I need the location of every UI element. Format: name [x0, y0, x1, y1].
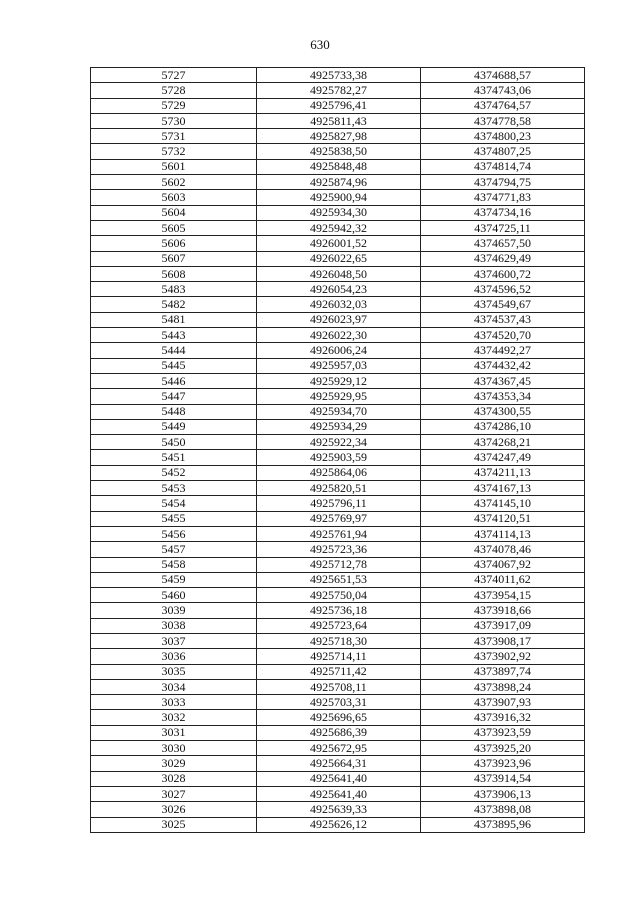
- x-coordinate-cell: 4925934,70: [257, 404, 421, 419]
- y-coordinate-cell: 4374778,58: [421, 113, 585, 128]
- x-coordinate-cell: 4925761,94: [257, 526, 421, 541]
- y-coordinate-cell: 4374657,50: [421, 236, 585, 251]
- point-number-cell: 5729: [91, 98, 257, 113]
- point-number-cell: 5454: [91, 496, 257, 511]
- y-coordinate-cell: 4373907,93: [421, 695, 585, 710]
- table-row: [91, 266, 585, 281]
- table-row: [91, 419, 585, 434]
- y-coordinate-cell: 4374814,74: [421, 159, 585, 174]
- y-coordinate-cell: 4373897,74: [421, 664, 585, 679]
- table-row: [91, 633, 585, 648]
- table-row: [91, 297, 585, 312]
- table-row: [91, 664, 585, 679]
- point-number-cell: 5448: [91, 404, 257, 419]
- x-coordinate-cell: 4925664,31: [257, 756, 421, 771]
- point-number-cell: 3038: [91, 618, 257, 633]
- y-coordinate-cell: 4374492,27: [421, 343, 585, 358]
- x-coordinate-cell: 4925934,29: [257, 419, 421, 434]
- point-number-cell: 5601: [91, 159, 257, 174]
- x-coordinate-cell: 4925903,59: [257, 450, 421, 465]
- point-number-cell: 5447: [91, 389, 257, 404]
- point-number-cell: 5732: [91, 144, 257, 159]
- table-row: [91, 542, 585, 557]
- point-number-cell: 5459: [91, 572, 257, 587]
- table-row: [91, 496, 585, 511]
- point-number-cell: 5604: [91, 205, 257, 220]
- x-coordinate-cell: 4925929,95: [257, 389, 421, 404]
- y-coordinate-cell: 4374596,52: [421, 282, 585, 297]
- y-coordinate-cell: 4374432,42: [421, 358, 585, 373]
- table-row: [91, 695, 585, 710]
- y-coordinate-cell: 4374167,13: [421, 481, 585, 496]
- x-coordinate-cell: 4926048,50: [257, 266, 421, 281]
- y-coordinate-cell: 4374520,70: [421, 328, 585, 343]
- point-number-cell: 5455: [91, 511, 257, 526]
- point-number-cell: 5458: [91, 557, 257, 572]
- x-coordinate-cell: 4925848,48: [257, 159, 421, 174]
- point-number-cell: 3025: [91, 817, 257, 832]
- table-row: [91, 710, 585, 725]
- table-row: [91, 557, 585, 572]
- x-coordinate-cell: 4925942,32: [257, 220, 421, 235]
- table-row: [91, 312, 585, 327]
- coordinates-table: [90, 67, 585, 833]
- point-number-cell: 3036: [91, 649, 257, 664]
- x-coordinate-cell: 4926006,24: [257, 343, 421, 358]
- coordinates-table-body: [91, 68, 585, 833]
- table-row: [91, 236, 585, 251]
- point-number-cell: 3032: [91, 710, 257, 725]
- y-coordinate-cell: 4373898,08: [421, 802, 585, 817]
- point-number-cell: 3026: [91, 802, 257, 817]
- table-row: [91, 343, 585, 358]
- table-row: [91, 802, 585, 817]
- point-number-cell: 3031: [91, 725, 257, 740]
- y-coordinate-cell: 4374211,13: [421, 465, 585, 480]
- x-coordinate-cell: 4925796,11: [257, 496, 421, 511]
- point-number-cell: 5443: [91, 328, 257, 343]
- point-number-cell: 3034: [91, 679, 257, 694]
- table-row: [91, 572, 585, 587]
- table-row: [91, 175, 585, 190]
- point-number-cell: 5607: [91, 251, 257, 266]
- table-row: [91, 389, 585, 404]
- x-coordinate-cell: 4926022,65: [257, 251, 421, 266]
- x-coordinate-cell: 4925900,94: [257, 190, 421, 205]
- point-number-cell: 3029: [91, 756, 257, 771]
- x-coordinate-cell: 4925934,30: [257, 205, 421, 220]
- x-coordinate-cell: 4925708,11: [257, 679, 421, 694]
- table-row: [91, 756, 585, 771]
- y-coordinate-cell: 4374537,43: [421, 312, 585, 327]
- table-row: [91, 220, 585, 235]
- x-coordinate-cell: 4925811,43: [257, 113, 421, 128]
- point-number-cell: 5605: [91, 220, 257, 235]
- point-number-cell: 3027: [91, 786, 257, 801]
- x-coordinate-cell: 4925864,06: [257, 465, 421, 480]
- y-coordinate-cell: 4373908,17: [421, 633, 585, 648]
- point-number-cell: 3037: [91, 633, 257, 648]
- x-coordinate-cell: 4925718,30: [257, 633, 421, 648]
- y-coordinate-cell: 4373923,59: [421, 725, 585, 740]
- point-number-cell: 5452: [91, 465, 257, 480]
- table-row: [91, 649, 585, 664]
- x-coordinate-cell: 4925696,65: [257, 710, 421, 725]
- x-coordinate-cell: 4925714,11: [257, 649, 421, 664]
- table-row: [91, 481, 585, 496]
- y-coordinate-cell: 4374629,49: [421, 251, 585, 266]
- x-coordinate-cell: 4925957,03: [257, 358, 421, 373]
- page-number: 630: [310, 37, 330, 52]
- x-coordinate-cell: 4926022,30: [257, 328, 421, 343]
- table-row: [91, 741, 585, 756]
- x-coordinate-cell: 4926054,23: [257, 282, 421, 297]
- point-number-cell: 5456: [91, 526, 257, 541]
- y-coordinate-cell: 4374600,72: [421, 266, 585, 281]
- x-coordinate-cell: 4925641,40: [257, 786, 421, 801]
- table-row: [91, 358, 585, 373]
- point-number-cell: 5450: [91, 435, 257, 450]
- y-coordinate-cell: 4373914,54: [421, 771, 585, 786]
- y-coordinate-cell: 4374067,92: [421, 557, 585, 572]
- x-coordinate-cell: 4925651,53: [257, 572, 421, 587]
- y-coordinate-cell: 4374549,67: [421, 297, 585, 312]
- table-row: [91, 373, 585, 388]
- point-number-cell: 3035: [91, 664, 257, 679]
- table-row: [91, 129, 585, 144]
- point-number-cell: 5730: [91, 113, 257, 128]
- y-coordinate-cell: 4374800,23: [421, 129, 585, 144]
- point-number-cell: 5603: [91, 190, 257, 205]
- point-number-cell: 5727: [91, 68, 257, 83]
- table-row: [91, 817, 585, 832]
- point-number-cell: 5731: [91, 129, 257, 144]
- point-number-cell: 5444: [91, 343, 257, 358]
- point-number-cell: 5481: [91, 312, 257, 327]
- point-number-cell: 5728: [91, 83, 257, 98]
- y-coordinate-cell: 4374353,34: [421, 389, 585, 404]
- x-coordinate-cell: 4925874,96: [257, 175, 421, 190]
- table-row: [91, 435, 585, 450]
- y-coordinate-cell: 4374247,49: [421, 450, 585, 465]
- table-row: [91, 450, 585, 465]
- y-coordinate-cell: 4374300,55: [421, 404, 585, 419]
- point-number-cell: 3033: [91, 695, 257, 710]
- table-row: [91, 786, 585, 801]
- table-row: [91, 113, 585, 128]
- y-coordinate-cell: 4374743,06: [421, 83, 585, 98]
- y-coordinate-cell: 4374725,11: [421, 220, 585, 235]
- point-number-cell: 5457: [91, 542, 257, 557]
- x-coordinate-cell: 4925827,98: [257, 129, 421, 144]
- y-coordinate-cell: 4374367,45: [421, 373, 585, 388]
- point-number-cell: 5451: [91, 450, 257, 465]
- x-coordinate-cell: 4925733,38: [257, 68, 421, 83]
- table-row: [91, 771, 585, 786]
- point-number-cell: 5446: [91, 373, 257, 388]
- point-number-cell: 5453: [91, 481, 257, 496]
- y-coordinate-cell: 4373906,13: [421, 786, 585, 801]
- table-row: [91, 251, 585, 266]
- y-coordinate-cell: 4374286,10: [421, 419, 585, 434]
- x-coordinate-cell: 4925686,39: [257, 725, 421, 740]
- y-coordinate-cell: 4374114,13: [421, 526, 585, 541]
- x-coordinate-cell: 4925736,18: [257, 603, 421, 618]
- point-number-cell: 5449: [91, 419, 257, 434]
- point-number-cell: 5608: [91, 266, 257, 281]
- x-coordinate-cell: 4926032,03: [257, 297, 421, 312]
- x-coordinate-cell: 4925672,95: [257, 741, 421, 756]
- table-row: [91, 205, 585, 220]
- point-number-cell: 3039: [91, 603, 257, 618]
- x-coordinate-cell: 4925639,33: [257, 802, 421, 817]
- y-coordinate-cell: 4374145,10: [421, 496, 585, 511]
- y-coordinate-cell: 4373917,09: [421, 618, 585, 633]
- x-coordinate-cell: 4925626,12: [257, 817, 421, 832]
- x-coordinate-cell: 4925712,78: [257, 557, 421, 572]
- y-coordinate-cell: 4373916,32: [421, 710, 585, 725]
- table-row: [91, 98, 585, 113]
- x-coordinate-cell: 4925796,41: [257, 98, 421, 113]
- point-number-cell: 5460: [91, 588, 257, 603]
- point-number-cell: 5602: [91, 175, 257, 190]
- x-coordinate-cell: 4925820,51: [257, 481, 421, 496]
- x-coordinate-cell: 4925838,50: [257, 144, 421, 159]
- x-coordinate-cell: 4925929,12: [257, 373, 421, 388]
- table-row: [91, 679, 585, 694]
- x-coordinate-cell: 4926001,52: [257, 236, 421, 251]
- y-coordinate-cell: 4374771,83: [421, 190, 585, 205]
- table-row: [91, 190, 585, 205]
- y-coordinate-cell: 4373923,96: [421, 756, 585, 771]
- x-coordinate-cell: 4925723,64: [257, 618, 421, 633]
- point-number-cell: 5445: [91, 358, 257, 373]
- y-coordinate-cell: 4374807,25: [421, 144, 585, 159]
- y-coordinate-cell: 4374794,75: [421, 175, 585, 190]
- y-coordinate-cell: 4374734,16: [421, 205, 585, 220]
- y-coordinate-cell: 4373902,92: [421, 649, 585, 664]
- table-row: [91, 159, 585, 174]
- y-coordinate-cell: 4374688,57: [421, 68, 585, 83]
- y-coordinate-cell: 4373954,15: [421, 588, 585, 603]
- table-row: [91, 588, 585, 603]
- table-row: [91, 282, 585, 297]
- y-coordinate-cell: 4373925,20: [421, 741, 585, 756]
- y-coordinate-cell: 4374268,21: [421, 435, 585, 450]
- point-number-cell: 3030: [91, 741, 257, 756]
- x-coordinate-cell: 4925922,34: [257, 435, 421, 450]
- table-row: [91, 511, 585, 526]
- x-coordinate-cell: 4926023,97: [257, 312, 421, 327]
- y-coordinate-cell: 4373918,66: [421, 603, 585, 618]
- x-coordinate-cell: 4925723,36: [257, 542, 421, 557]
- x-coordinate-cell: 4925641,40: [257, 771, 421, 786]
- table-row: [91, 526, 585, 541]
- table-row: [91, 603, 585, 618]
- x-coordinate-cell: 4925750,04: [257, 588, 421, 603]
- table-row: [91, 144, 585, 159]
- table-row: [91, 68, 585, 83]
- table-row: [91, 404, 585, 419]
- point-number-cell: 3028: [91, 771, 257, 786]
- point-number-cell: 5482: [91, 297, 257, 312]
- y-coordinate-cell: 4374078,46: [421, 542, 585, 557]
- y-coordinate-cell: 4373895,96: [421, 817, 585, 832]
- x-coordinate-cell: 4925711,42: [257, 664, 421, 679]
- point-number-cell: 5483: [91, 282, 257, 297]
- y-coordinate-cell: 4374011,62: [421, 572, 585, 587]
- x-coordinate-cell: 4925782,27: [257, 83, 421, 98]
- y-coordinate-cell: 4373898,24: [421, 679, 585, 694]
- table-row: [91, 328, 585, 343]
- y-coordinate-cell: 4374764,57: [421, 98, 585, 113]
- table-row: [91, 618, 585, 633]
- y-coordinate-cell: 4374120,51: [421, 511, 585, 526]
- point-number-cell: 5606: [91, 236, 257, 251]
- x-coordinate-cell: 4925703,31: [257, 695, 421, 710]
- x-coordinate-cell: 4925769,97: [257, 511, 421, 526]
- table-row: [91, 83, 585, 98]
- table-row: [91, 725, 585, 740]
- table-row: [91, 465, 585, 480]
